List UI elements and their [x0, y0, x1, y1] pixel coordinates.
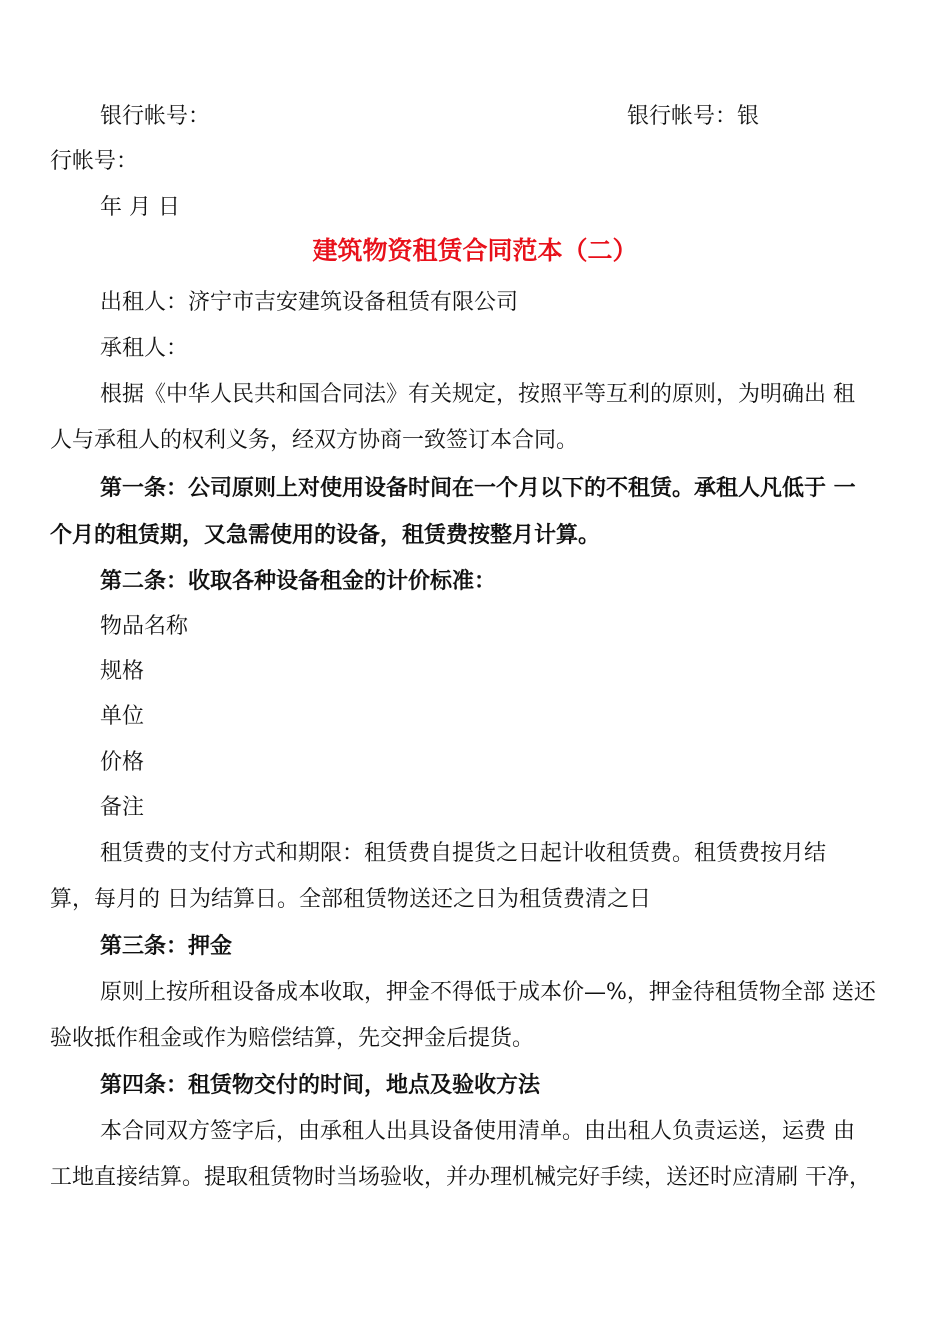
article-3-heading: 第三条：押金 [100, 933, 233, 959]
intro-line-2: 人与承租人的权利义务，经双方协商一致签订本合同。 [50, 428, 579, 453]
field-item-name: 物品名称 [100, 614, 189, 639]
document-title: 建筑物资租赁合同范本（二） [312, 236, 638, 265]
bank-account-right: 银行帐号：银 [627, 104, 760, 129]
lessee-line: 承租人： [100, 336, 189, 361]
lessor-line: 出租人：济宁市吉安建筑设备租赁有限公司 [100, 290, 519, 315]
article-3-line-2: 验收抵作租金或作为赔偿结算，先交押金后提货。 [50, 1026, 535, 1051]
article-1-line-2: 个月的租赁期，又急需使用的设备，租赁费按整月计算。 [50, 522, 601, 548]
article-4-line-1: 本合同双方签字后，由承租人出具设备使用清单。由出租人负责运送，运费 由 [100, 1119, 855, 1144]
field-spec: 规格 [100, 659, 145, 684]
field-remark: 备注 [100, 795, 145, 820]
bank-account-wrap: 行帐号： [50, 149, 139, 174]
field-price: 价格 [100, 750, 145, 775]
bank-account-left: 银行帐号： [100, 104, 211, 129]
intro-line-1: 根据《中华人民共和国合同法》有关规定，按照平等互利的原则，为明确出 租 [100, 382, 855, 407]
article-1-line-1: 第一条：公司原则上对使用设备时间在一个月以下的不租赁。承租人凡低于 一 [100, 475, 856, 501]
date-line: 年 月 日 [100, 195, 180, 220]
payment-line-2: 算，每月的 日为结算日。全部租赁物送还之日为租赁费清之日 [50, 887, 651, 912]
article-4-heading: 第四条：租赁物交付的时间，地点及验收方法 [100, 1072, 541, 1098]
article-4-line-2: 工地直接结算。提取租赁物时当场验收，并办理机械完好手续，送还时应清刷 干净， [50, 1165, 871, 1190]
payment-line-1: 租赁费的支付方式和期限：租赁费自提货之日起计收租赁费。租赁费按月结 [100, 841, 827, 866]
field-unit: 单位 [100, 704, 145, 729]
article-2-heading: 第二条：收取各种设备租金的计价标准： [100, 568, 497, 594]
article-3-line-1: 原则上按所租设备成本收取，押金不得低于成本价—%，押金待租赁物全部 送还 [100, 980, 876, 1005]
